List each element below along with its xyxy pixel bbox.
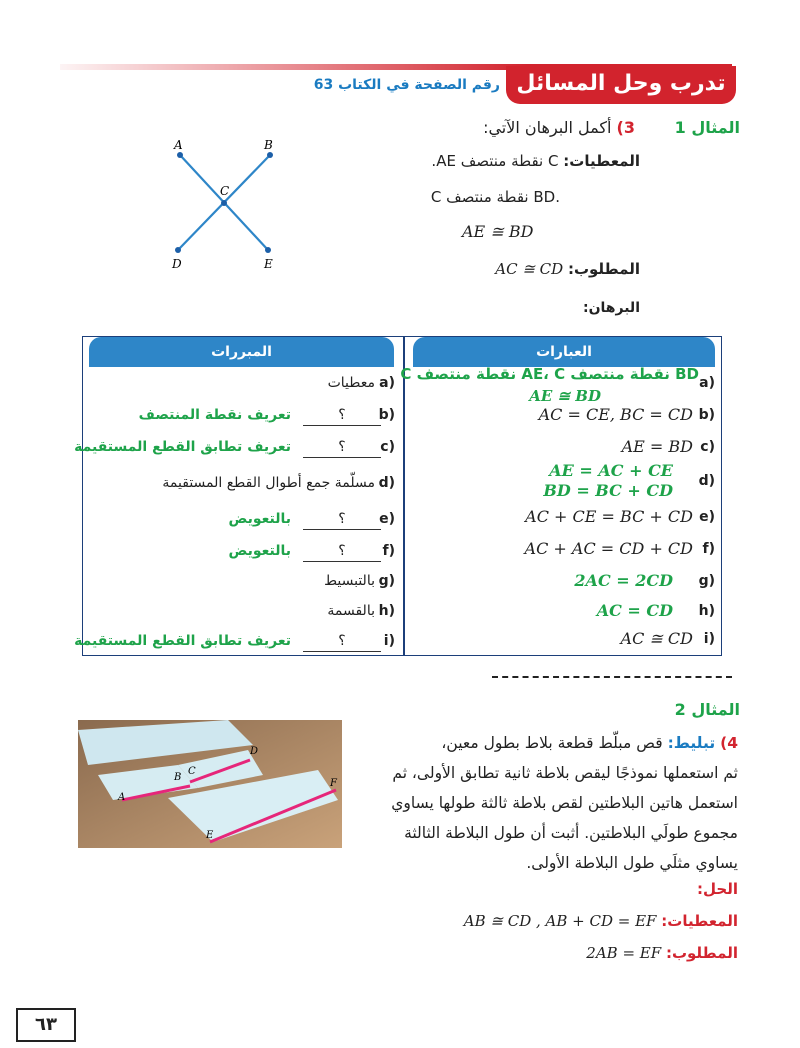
example-1-instruction bbox=[380, 118, 635, 137]
point-c bbox=[221, 200, 227, 206]
problem-line-3: استعمل هاتين البلاطتين لقص بلاطة ثالثة طولها يساوي bbox=[391, 794, 738, 812]
required-line bbox=[300, 260, 640, 278]
reason-text: بالقسمة bbox=[327, 603, 375, 619]
question-number: 3) bbox=[616, 118, 635, 137]
label-e: E bbox=[264, 257, 273, 271]
reason-row-h bbox=[83, 599, 401, 629]
row-letter: e) bbox=[699, 509, 715, 525]
photo-label-a: A bbox=[118, 792, 126, 803]
reason-answer: تعريف تطابق القطع المستقيمة bbox=[74, 633, 291, 649]
statement-text-answer: C نقطة منتصف AE، C نقطة منتصف BD bbox=[400, 365, 699, 383]
statement-row-g bbox=[405, 569, 721, 599]
given-statement: AB ≅ CD , AB + CD = EF bbox=[463, 912, 657, 930]
required-statement: 2AB = EF bbox=[586, 944, 662, 962]
statement-row-d bbox=[405, 461, 721, 503]
statement-row-f bbox=[405, 537, 721, 567]
reason-row-i bbox=[74, 629, 401, 659]
given-2: C نقطة منتصف BD. bbox=[430, 188, 560, 206]
required-label: المطلوب: bbox=[567, 260, 640, 278]
proof-table bbox=[74, 336, 722, 656]
statement-text-answer-2: AE ≅ BD bbox=[529, 387, 601, 405]
page-number: ٦٣ bbox=[16, 1008, 76, 1042]
row-letter: h) bbox=[698, 603, 715, 619]
example-2-problem bbox=[358, 728, 738, 878]
row-letter: e) bbox=[379, 511, 395, 527]
row-letter: i) bbox=[703, 631, 715, 647]
tiles-photo bbox=[78, 720, 342, 848]
statement-text: AE = BD bbox=[621, 437, 693, 456]
row-letter: i) bbox=[383, 633, 395, 649]
row-letter: d) bbox=[378, 475, 395, 491]
row-letter: a) bbox=[379, 375, 395, 391]
statement-text: AC ≅ CD bbox=[620, 629, 693, 648]
reason-row-d bbox=[83, 471, 401, 501]
given-line-1 bbox=[300, 152, 640, 170]
statement-row-b bbox=[405, 403, 721, 433]
reason-row-g bbox=[83, 569, 401, 599]
reason-answer: بالتعويض bbox=[228, 543, 291, 559]
reason-answer: تعريف نقطة المنتصف bbox=[138, 407, 291, 423]
statement-text: AC + AC = CD + CD bbox=[524, 539, 693, 558]
point-d bbox=[175, 247, 181, 253]
photo-label-f: F bbox=[330, 778, 337, 789]
reason-blank: ؟ bbox=[303, 407, 381, 426]
given-3: AE ≅ BD bbox=[462, 222, 534, 241]
book-page-reference: رقم الصفحة في الكتاب 63 bbox=[313, 77, 500, 93]
reason-row-a bbox=[83, 371, 401, 401]
reason-row-c bbox=[74, 435, 401, 465]
reason-row-b bbox=[83, 403, 401, 433]
photo-label-c: C bbox=[188, 766, 196, 777]
row-letter: g) bbox=[378, 573, 395, 589]
point-b bbox=[267, 152, 273, 158]
problem-text: قص مبلّط قطعة بلاط بطول معين، bbox=[441, 734, 663, 752]
row-letter: a) bbox=[699, 375, 715, 391]
row-letter: c) bbox=[380, 439, 395, 455]
question-number: 4) bbox=[720, 734, 738, 752]
problem-line-4: مجموع طولَي البلاطتين. أثبت أن طول البلاطة الثالثة bbox=[404, 824, 738, 842]
reason-row-f bbox=[83, 539, 401, 569]
statement-row-e bbox=[405, 505, 721, 535]
given-1: C نقطة منتصف AE. bbox=[431, 152, 559, 170]
reason-blank: ؟ bbox=[303, 511, 381, 530]
row-letter: b) bbox=[698, 407, 715, 423]
statements-header: العبارات bbox=[413, 337, 715, 367]
reason-text: بالتبسيط bbox=[324, 573, 375, 589]
reason-row-e bbox=[83, 507, 401, 537]
row-letter: g) bbox=[698, 573, 715, 589]
section-title: تدرب وحل المسائل bbox=[506, 66, 736, 104]
reasons-header: المبررات bbox=[89, 337, 394, 367]
photo-label-e: E bbox=[206, 830, 214, 841]
row-letter: f) bbox=[702, 541, 715, 557]
example-1-label: المثال 1 bbox=[674, 118, 740, 137]
problem-line-2: ثم استعملها نموذجًا ليقص بلاطة ثانية تطابق الأولى، ثم bbox=[392, 764, 738, 782]
reason-blank: ؟ bbox=[303, 633, 381, 652]
reason-text: معطيات bbox=[327, 375, 375, 391]
statement-row-h bbox=[405, 599, 721, 629]
proof-label: البرهان: bbox=[583, 300, 640, 316]
row-letter: d) bbox=[698, 473, 715, 489]
label-a: A bbox=[174, 138, 183, 152]
reason-answer: بالتعويض bbox=[228, 511, 291, 527]
point-a bbox=[177, 152, 183, 158]
example-2-given bbox=[400, 912, 738, 930]
row-letter: f) bbox=[382, 543, 395, 559]
label-d: D bbox=[172, 257, 182, 271]
required-statement: AC ≅ CD bbox=[495, 260, 564, 278]
given-label: المعطيات: bbox=[563, 152, 640, 170]
label-c: C bbox=[220, 184, 230, 198]
point-e bbox=[265, 247, 271, 253]
problem-line-1 bbox=[358, 728, 738, 758]
statement-text-answer: AC = CD bbox=[596, 601, 673, 620]
example-2-label: المثال 2 bbox=[674, 700, 740, 719]
required-label: المطلوب: bbox=[665, 944, 738, 962]
problem-topic: تبليط: bbox=[667, 734, 716, 752]
statement-text-answer: 2AC = 2CD bbox=[574, 571, 673, 590]
given-line-2 bbox=[300, 188, 560, 206]
statement-row-i bbox=[405, 627, 721, 657]
reason-answer: تعريف تطابق القطع المستقيمة bbox=[74, 439, 291, 455]
intersecting-segments-diagram bbox=[160, 135, 300, 275]
given-label: المعطيات: bbox=[661, 912, 738, 930]
instruction-text: أكمل البرهان الآتي: bbox=[483, 118, 612, 137]
reason-blank: ؟ bbox=[303, 439, 381, 458]
photo-label-d: D bbox=[250, 746, 259, 757]
problem-line-5: يساوي مثلَي طول البلاطة الأولى. bbox=[526, 854, 738, 872]
statement-text-answer-2: BD = BC + CD bbox=[543, 481, 673, 500]
reason-blank: ؟ bbox=[303, 543, 381, 562]
statement-row-a bbox=[400, 365, 721, 405]
section-divider bbox=[492, 676, 732, 678]
example-2-required bbox=[500, 944, 738, 962]
label-b: B bbox=[264, 138, 273, 152]
solution-label: الحل: bbox=[697, 880, 738, 898]
statement-text: AC = CE, BC = CD bbox=[538, 405, 693, 424]
row-letter: h) bbox=[378, 603, 395, 619]
row-letter: c) bbox=[700, 439, 715, 455]
statement-text: AC + CE = BC + CD bbox=[525, 507, 693, 526]
statement-text-answer: AE = AC + CE bbox=[549, 461, 673, 480]
reason-text: مسلّمة جمع أطوال القطع المستقيمة bbox=[162, 475, 375, 491]
row-letter: b) bbox=[378, 407, 395, 423]
photo-label-b: B bbox=[174, 772, 182, 783]
